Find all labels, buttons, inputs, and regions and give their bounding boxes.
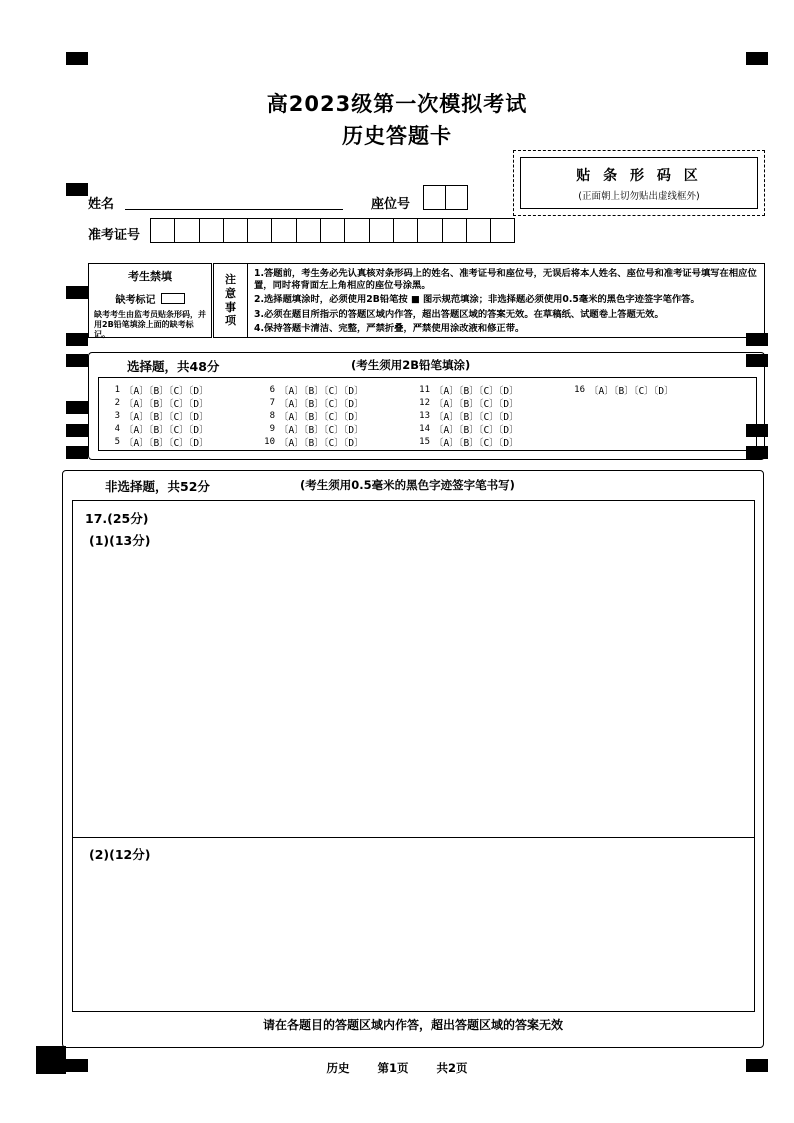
bubble-row[interactable] [105,383,260,396]
free-response-hint: (考生须用0.5毫米的黑色字迹签字笔书写) [300,478,515,492]
answer-area-divider [73,837,754,838]
notice-box [213,263,765,338]
question-number: 11 [419,384,430,395]
question-number: 10 [264,436,275,447]
bubble-row[interactable] [570,383,750,396]
timing-mark [66,424,88,437]
exam-number-label: 准考证号 [88,228,141,243]
option-bubbles[interactable]: 〔A〕〔B〕〔C〕〔D〕 [434,385,519,397]
barcode-area [513,150,765,216]
bubble-row[interactable] [260,396,415,409]
notice-item: 1.答题前，考生务必先认真核对条形码上的姓名、准考证号和座位号，无误后将本人姓名、座位号和准考证号填写在相应位置，同时将背面左上角相应的座位号涂黑。 [254,268,757,291]
bubble-columns [99,378,756,448]
seat-cell[interactable] [423,185,446,210]
notice-item: 2.选择题填涂时，必须使用2B铅笔按 ■ 图示规范填涂；非选择题必须使用0.5毫米的黑色字迹签字笔作答。 [254,294,700,306]
option-bubbles[interactable]: 〔A〕〔B〕〔C〕〔D〕 [279,398,364,410]
exam-number-boxes[interactable] [151,218,515,243]
question-number: 15 [419,436,430,447]
bubble-row[interactable] [260,409,415,422]
bubble-column [570,383,750,448]
page-title: 高2023级第一次模拟考试 [266,92,528,116]
notice-head-char: 意 [225,286,236,300]
bubble-column [105,383,260,448]
bubble-row[interactable] [415,409,570,422]
name-label: 姓名 [88,197,115,212]
free-response-footer-note: 请在各题目的答题区域内作答，超出答题区域的答案无效 [262,1018,563,1032]
exam-cell[interactable] [223,218,248,243]
question-number: 14 [419,423,430,434]
timing-mark [66,286,88,299]
bubble-row[interactable] [415,422,570,435]
exam-cell[interactable] [393,218,418,243]
free-response-title: 非选择题，共52分 [105,479,210,494]
free-response-answer-area[interactable] [72,500,755,1012]
timing-mark [66,446,88,459]
absent-mark-label: 缺考标记 [115,295,156,306]
bubble-row[interactable] [105,396,260,409]
question-number: 16 [574,384,585,395]
exam-cell[interactable] [271,218,296,243]
timing-mark [746,52,768,65]
bubble-row[interactable] [260,383,415,396]
exam-cell[interactable] [417,218,442,243]
bubble-row[interactable] [415,383,570,396]
question-17-1-label: (1)(13分) [89,533,151,548]
notice-head-char: 注 [225,273,236,286]
option-bubbles[interactable]: 〔A〕〔B〕〔C〕〔D〕 [124,398,209,410]
name-input-line[interactable] [125,209,343,210]
barcode-note: (正面朝上切勿贴出虚线框外) [578,190,700,202]
footer-page: 第1页 [377,1061,409,1075]
question-number: 7 [269,397,275,408]
seat-number-boxes[interactable] [424,185,468,210]
free-response-header [63,477,763,497]
multiple-choice-section [88,352,765,460]
notice-body [248,264,764,337]
absent-mark-bubble[interactable] [161,293,185,304]
option-bubbles[interactable]: 〔A〕〔B〕〔C〕〔D〕 [124,411,209,423]
question-number: 4 [114,423,120,434]
multiple-choice-header [89,353,764,375]
exam-cell[interactable] [174,218,199,243]
exam-cell[interactable] [320,218,345,243]
exam-cell[interactable] [344,218,369,243]
absent-marker-box [88,263,212,338]
question-number: 5 [114,436,120,447]
bubble-column [260,383,415,448]
question-number: 2 [114,397,120,408]
footer-total: 共2页 [436,1061,468,1075]
bubble-row[interactable] [260,422,415,435]
page-footer [0,1060,794,1076]
footer-subject: 历史 [326,1061,350,1075]
exam-cell[interactable] [369,218,394,243]
bubble-row[interactable] [260,435,415,448]
option-bubbles[interactable]: 〔A〕〔B〕〔C〕〔D〕 [124,385,209,397]
page-subtitle: 历史答题卡 [342,124,452,148]
option-bubbles[interactable]: 〔A〕〔B〕〔C〕〔D〕 [279,411,364,423]
bubble-row[interactable] [415,435,570,448]
option-bubbles[interactable]: 〔A〕〔B〕〔C〕〔D〕 [434,437,519,449]
multiple-choice-title: 选择题，共48分 [127,359,220,374]
timing-mark [66,183,88,196]
exam-cell[interactable] [466,218,491,243]
option-bubbles[interactable]: 〔A〕〔B〕〔C〕〔D〕 [124,437,209,449]
exam-cell[interactable] [442,218,467,243]
option-bubbles[interactable]: 〔A〕〔B〕〔C〕〔D〕 [279,424,364,436]
timing-mark [66,401,88,414]
bubble-row[interactable] [105,409,260,422]
exam-cell[interactable] [150,218,175,243]
notice-item: 4.保持答题卡清洁、完整，严禁折叠，严禁使用涂改液和修正带。 [254,323,525,335]
option-bubbles[interactable]: 〔A〕〔B〕〔C〕〔D〕 [279,385,364,397]
option-bubbles[interactable]: 〔A〕〔B〕〔C〕〔D〕 [434,424,519,436]
exam-cell[interactable] [490,218,515,243]
option-bubbles[interactable]: 〔A〕〔B〕〔C〕〔D〕 [434,398,519,410]
absent-mark-row[interactable] [89,291,211,306]
option-bubbles[interactable]: 〔A〕〔B〕〔C〕〔D〕 [434,411,519,423]
exam-cell[interactable] [247,218,272,243]
absent-note: 缺考考生由监考员贴条形码，并用2B铅笔填涂上面的缺考标记。 [94,310,206,339]
multiple-choice-hint: (考生须用2B铅笔填涂) [351,358,471,372]
question-number: 8 [269,410,275,421]
seat-number-label: 座位号 [371,197,411,212]
question-17-label: 17.(25分) [85,511,149,526]
option-bubbles[interactable]: 〔A〕〔B〕〔C〕〔D〕 [124,424,209,436]
question-number: 1 [114,384,120,395]
absent-title: 考生禁填 [128,270,172,283]
barcode-title: 贴 条 形 码 区 [576,167,702,184]
timing-mark [66,333,88,346]
exam-cell[interactable] [296,218,321,243]
question-number: 9 [269,423,275,434]
question-number: 12 [419,397,430,408]
notice-item: 3.必须在题目所指示的答题区域内作答，超出答题区域的答案无效。在草稿纸、试题卷上答题无效。 [254,308,664,320]
notice-head-label [214,264,248,337]
notice-head-char: 事 [225,300,236,314]
bubble-row[interactable] [105,422,260,435]
timing-mark [66,52,88,65]
multiple-choice-bubble-grid[interactable] [98,377,757,451]
option-bubbles[interactable]: 〔A〕〔B〕〔C〕〔D〕 [279,437,364,449]
option-bubbles[interactable]: 〔A〕〔B〕〔C〕〔D〕 [589,385,674,397]
exam-cell[interactable] [199,218,224,243]
question-number: 6 [269,384,275,395]
free-response-section [62,470,764,1048]
seat-cell[interactable] [445,185,468,210]
notice-head-char: 项 [225,314,236,328]
question-number: 3 [114,410,120,421]
question-number: 13 [419,410,430,421]
bubble-row[interactable] [415,396,570,409]
timing-mark [66,354,88,367]
question-17-2-label: (2)(12分) [89,847,151,862]
bubble-row[interactable] [105,435,260,448]
barcode-inner-box [520,157,758,209]
bubble-column [415,383,570,448]
